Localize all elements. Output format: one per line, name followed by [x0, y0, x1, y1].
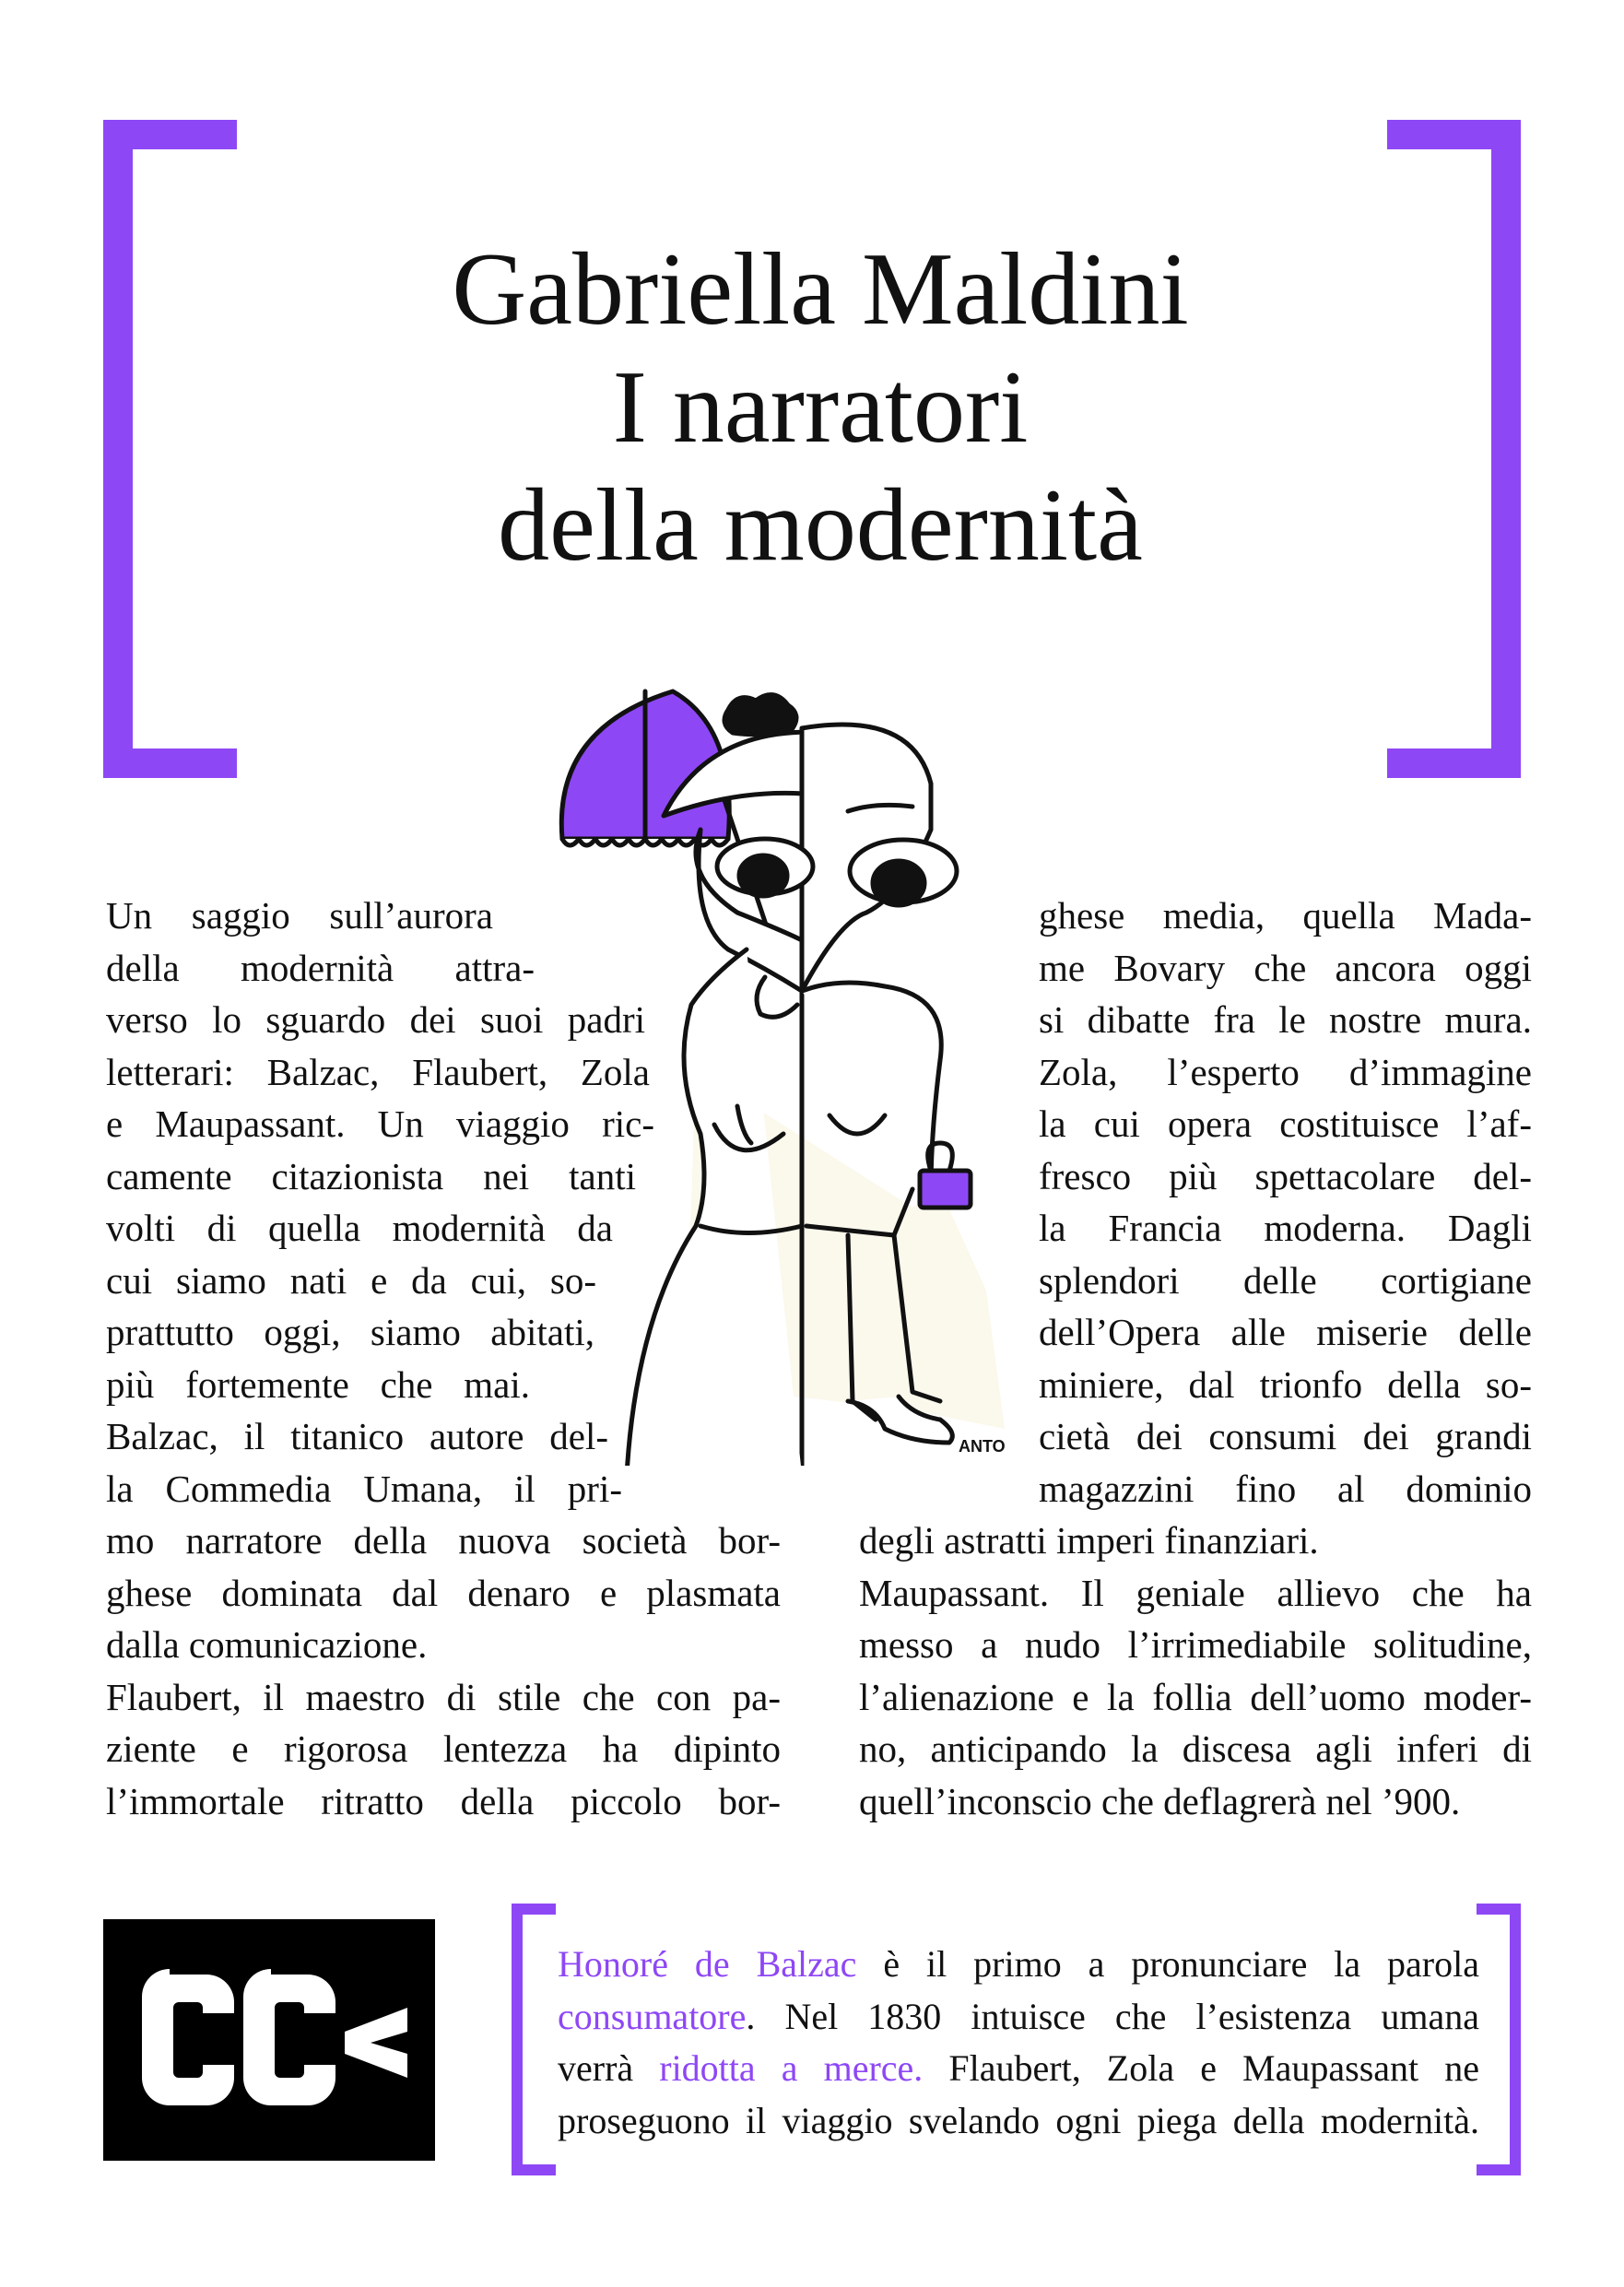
text-line: quell’inconscio che deflagrerà nel ’900. — [859, 1779, 1461, 1822]
title-author: Gabriella Maldini — [452, 232, 1189, 347]
text-line: la cui opera costituisce l’af- — [1039, 1102, 1532, 1145]
text-line: della modernità attra- — [106, 946, 535, 989]
text-line: messo a nudo l’irrimediabile solitudine, — [859, 1623, 1532, 1666]
body-right-top — [1039, 890, 1532, 1515]
text-line: Balzac, il titanico autore del- — [106, 1415, 608, 1457]
quote-text: . Nel 1830 intuisce che l’esistenza umana — [746, 1995, 1479, 2037]
text-line: prattutto oggi, siamo abitati, — [106, 1311, 594, 1353]
text-line: cietà dei consumi dei grandi — [1039, 1415, 1532, 1457]
cc-logo — [103, 1919, 435, 2161]
text-line: miniere, dal trionfo della so- — [1039, 1362, 1532, 1406]
quote-line-1 — [558, 1939, 1479, 1991]
text-line: mo narratore della nuova società bor- — [106, 1519, 781, 1562]
text-line: dell’Opera alle miserie delle — [1039, 1311, 1532, 1353]
text-line: verso lo sguardo dei suoi padri — [106, 998, 645, 1041]
text-line: letterari: Balzac, Flaubert, Zola — [106, 1050, 650, 1093]
text-line: la Commedia Umana, il pri- — [106, 1467, 622, 1510]
text-line: splendori delle cortigiane — [1039, 1258, 1532, 1302]
text-line: degli astratti imperi finanziari. — [859, 1519, 1319, 1562]
text-line: ziente e rigorosa lentezza ha dipinto — [106, 1727, 781, 1770]
text-line: no, anticipando la discesa agli inferi di — [859, 1727, 1532, 1770]
text-line: Flaubert, il maestro di stile che con pa- — [106, 1675, 781, 1718]
quote-highlight-merce: ridotta a merce. — [659, 2047, 924, 2089]
logo-text — [103, 1919, 104, 1920]
text-line: la Francia moderna. Dagli — [1039, 1207, 1532, 1249]
quote-highlight-balzac: Honoré de Balzac — [558, 1943, 857, 1985]
page-title — [240, 230, 1401, 584]
highlight-quote — [558, 1939, 1479, 2147]
quote-text: Flaubert, Zola e Maupassant ne — [923, 2047, 1479, 2089]
quote-highlight-consumatore: consumatore — [558, 1995, 747, 2037]
text-line: Zola, l’esperto d’immagine — [1039, 1050, 1532, 1093]
text-line: me Bovary che ancora oggi — [1039, 946, 1532, 989]
quote-text: verrà — [558, 2047, 660, 2089]
text-line: più fortemente che mai. — [106, 1362, 530, 1406]
quote-line-4: proseguono il viaggio svelando ogni piega della modernità. — [558, 2099, 1479, 2141]
text-line: Un saggio sull’aurora — [106, 894, 493, 937]
text-line: volti di quella modernità da — [106, 1207, 613, 1249]
text-line: fresco più spettacolare del- — [1039, 1154, 1532, 1197]
quote-line-3 — [558, 2043, 1479, 2095]
text-line: e Maupassant. Un viaggio ric- — [106, 1102, 654, 1145]
text-line: l’alienazione e la follia dell’uomo moder- — [859, 1675, 1532, 1718]
illustration-signature: ANTO — [959, 1437, 1006, 1456]
text-line: Maupassant. Il geniale allievo che ha — [859, 1571, 1532, 1614]
text-line: camente citazionista nei tanti — [106, 1154, 636, 1197]
text-line: ghese media, quella Mada- — [1039, 894, 1532, 937]
title-line-2: I narratori — [612, 350, 1029, 465]
body-left-top — [106, 890, 654, 1515]
text-line: cui siamo nati e da cui, so- — [106, 1258, 596, 1302]
text-line: l’immortale ritratto della piccolo bor- — [106, 1779, 781, 1822]
title-line-3: della modernità — [498, 468, 1143, 583]
body-left-bottom — [106, 1515, 781, 1827]
text-line: dalla comunicazione. — [106, 1623, 428, 1666]
quote-text: è il primo a pronunciare la parola — [856, 1943, 1479, 1985]
text-line: ghese dominata dal denaro e plasmata — [106, 1571, 781, 1614]
quote-line-2 — [558, 1991, 1479, 2044]
text-line: magazzini fino al dominio — [1039, 1467, 1532, 1510]
body-right-bottom — [859, 1515, 1532, 1827]
text-line: si dibatte fra le nostre mura. — [1039, 998, 1532, 1041]
